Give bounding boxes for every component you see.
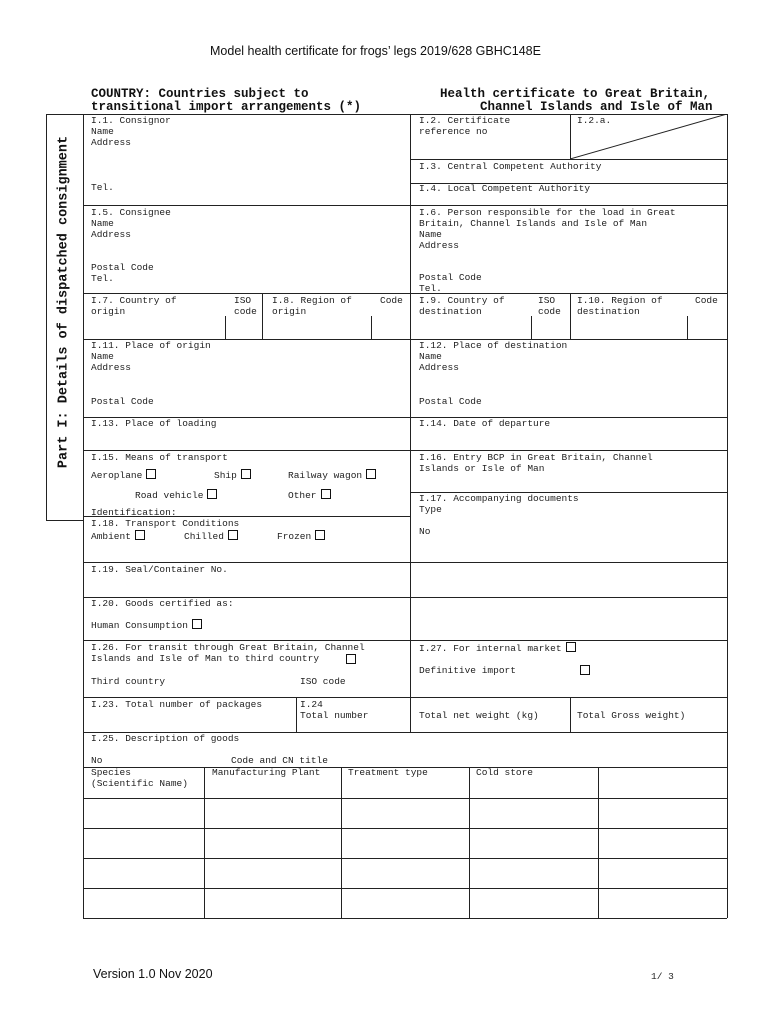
person-responsible-postal: Postal Code Tel. bbox=[419, 272, 482, 294]
destination-iso-code: ISO code bbox=[538, 295, 561, 317]
option-other bbox=[288, 489, 331, 501]
transit-checkbox[interactable] bbox=[346, 654, 356, 664]
ambient-checkbox[interactable] bbox=[135, 530, 145, 540]
document-title: Model health certificate for frogs’ legs 2019/628 GBHC148E bbox=[210, 44, 541, 58]
place-of-destination-field: I.12. Place of destination Name Address bbox=[419, 340, 568, 373]
internal-market-label: I.27. For internal market bbox=[419, 643, 562, 654]
certificate-header-line1: Health certificate to Great Britain, bbox=[440, 87, 711, 101]
accompanying-documents-field: I.17. Accompanying documents Type bbox=[419, 493, 579, 515]
ship-checkbox[interactable] bbox=[241, 469, 251, 479]
option-ambient bbox=[91, 530, 145, 542]
aeroplane-label: Aeroplane bbox=[91, 470, 143, 481]
i2a-field: I.2.a. bbox=[577, 115, 612, 126]
total-number-field: I.24 Total number bbox=[300, 699, 369, 721]
road-vehicle-checkbox[interactable] bbox=[207, 489, 217, 499]
country-header-line1: COUNTRY: Countries subject to bbox=[91, 87, 309, 101]
entry-bcp-field: I.16. Entry BCP in Great Britain, Channel Islands or Isle of Man bbox=[419, 452, 653, 474]
country-header-line2: transitional import arrangements (*) bbox=[91, 100, 362, 114]
region-origin-code: Code bbox=[380, 295, 403, 306]
description-of-goods-field: I.25. Description of goods bbox=[91, 733, 240, 744]
third-country-label: Third country bbox=[91, 676, 166, 687]
column-header-plant: Manufacturing Plant bbox=[212, 767, 321, 778]
goods-certified-field: I.20. Goods certified as: bbox=[91, 598, 234, 609]
consignor-tel: Tel. bbox=[91, 182, 114, 193]
third-country-iso-label: ISO code bbox=[300, 676, 346, 687]
local-authority-field: I.4. Local Competent Authority bbox=[419, 183, 591, 194]
gross-weight-field: Total Gross weight) bbox=[577, 710, 686, 721]
consignor-field: I.1. Consignor Name Address bbox=[91, 115, 171, 148]
road-vehicle-label: Road vehicle bbox=[135, 490, 204, 501]
column-header-species: Species (Scientific Name) bbox=[91, 767, 188, 789]
certificate-header-line2: Channel Islands and Isle of Man bbox=[480, 100, 713, 114]
definitive-import-checkbox[interactable] bbox=[580, 665, 590, 675]
option-ship bbox=[214, 469, 251, 481]
total-packages-field: I.23. Total number of packages bbox=[91, 699, 263, 710]
internal-market-field bbox=[419, 642, 576, 654]
goods-no-label: No bbox=[91, 755, 103, 766]
code-cn-title-label: Code and CN title bbox=[231, 755, 328, 766]
date-of-departure-field: I.14. Date of departure bbox=[419, 418, 551, 429]
ambient-label: Ambient bbox=[91, 531, 131, 542]
place-of-origin-field: I.11. Place of origin Name Address bbox=[91, 340, 211, 373]
option-road-vehicle bbox=[135, 489, 217, 501]
option-frozen bbox=[277, 530, 325, 542]
side-label: Part I: Details of dispatched consignment bbox=[56, 135, 72, 469]
human-consumption-label: Human Consumption bbox=[91, 620, 188, 631]
place-of-loading-field: I.13. Place of loading bbox=[91, 418, 217, 429]
identification-label: Identification: bbox=[91, 507, 177, 518]
column-header-cold-store: Cold store bbox=[476, 767, 534, 778]
place-of-origin-postal: Postal Code bbox=[91, 396, 154, 407]
means-of-transport-field: I.15. Means of transport bbox=[91, 452, 228, 463]
option-chilled bbox=[184, 530, 238, 542]
person-responsible-field: I.6. Person responsible for the load in Great Britain, Channel Islands and Isle of Man Name Address bbox=[419, 207, 676, 251]
central-authority-field: I.3. Central Competent Authority bbox=[419, 161, 602, 172]
option-human-consumption bbox=[91, 619, 202, 631]
human-consumption-checkbox[interactable] bbox=[192, 619, 202, 629]
option-aeroplane bbox=[91, 469, 156, 481]
version-footer: Version 1.0 Nov 2020 bbox=[93, 967, 213, 981]
column-header-treatment: Treatment type bbox=[348, 767, 428, 778]
consignee-field: I.5. Consignee Name Address bbox=[91, 207, 171, 240]
transport-conditions-field: I.18. Transport Conditions bbox=[91, 518, 240, 529]
origin-iso-code: ISO code bbox=[234, 295, 257, 317]
chilled-checkbox[interactable] bbox=[228, 530, 238, 540]
option-railway-wagon bbox=[288, 469, 376, 481]
ship-label: Ship bbox=[214, 470, 237, 481]
net-weight-field: Total net weight (kg) bbox=[419, 710, 539, 721]
page-number: 1/ 3 bbox=[651, 971, 674, 982]
consignee-postal: Postal Code Tel. bbox=[91, 262, 154, 284]
aeroplane-checkbox[interactable] bbox=[146, 469, 156, 479]
railway-wagon-label: Railway wagon bbox=[288, 470, 363, 481]
seal-container-field: I.19. Seal/Container No. bbox=[91, 564, 228, 575]
place-of-destination-postal: Postal Code bbox=[419, 396, 482, 407]
region-destination-code: Code bbox=[695, 295, 718, 306]
region-of-destination-field: I.10. Region of destination bbox=[577, 295, 663, 317]
other-label: Other bbox=[288, 490, 317, 501]
transit-field: I.26. For transit through Great Britain, Channel Islands and Isle of Man to third country bbox=[91, 642, 365, 664]
internal-market-checkbox[interactable] bbox=[566, 642, 576, 652]
certificate-reference-field: I.2. Certificate reference no bbox=[419, 115, 511, 137]
frozen-checkbox[interactable] bbox=[315, 530, 325, 540]
country-of-origin-field: I.7. Country of origin bbox=[91, 295, 177, 317]
country-of-destination-field: I.9. Country of destination bbox=[419, 295, 505, 317]
accompanying-documents-no: No bbox=[419, 526, 431, 537]
definitive-import-label: Definitive import bbox=[419, 665, 516, 676]
other-checkbox[interactable] bbox=[321, 489, 331, 499]
railway-wagon-checkbox[interactable] bbox=[366, 469, 376, 479]
region-of-origin-field: I.8. Region of origin bbox=[272, 295, 352, 317]
chilled-label: Chilled bbox=[184, 531, 224, 542]
frozen-label: Frozen bbox=[277, 531, 312, 542]
